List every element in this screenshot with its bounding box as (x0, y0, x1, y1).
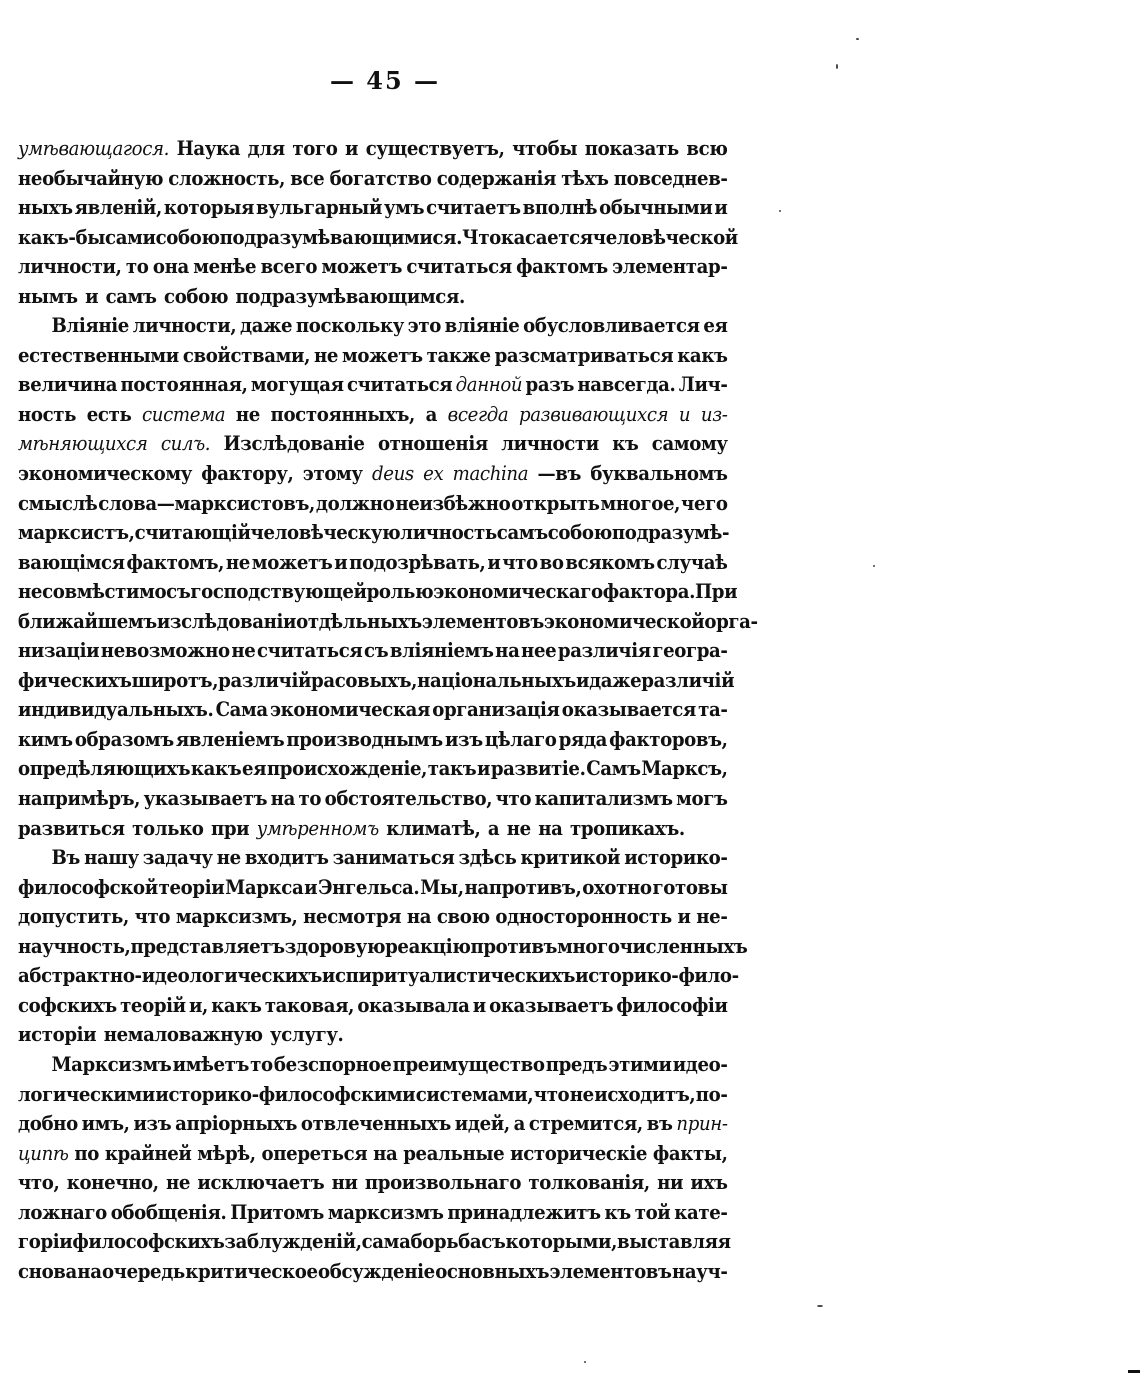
body-text (18, 134, 758, 1286)
text-line: ныхъ явленій, которыя вульгарный умъ считаетъ вполнѣ обычными и (18, 196, 728, 220)
scan-speck (817, 1305, 823, 1307)
scan-speck (584, 1361, 586, 1363)
scan-speck (779, 210, 781, 212)
text-line: опредѣляющихъ какъ ея происхожденіе, такъ и развитіе. Самъ Марксъ, (18, 757, 728, 781)
text-line: ложнаго обобщенія. Притомъ марксизмъ принадлежитъ къ той кате- (18, 1200, 728, 1224)
text-line: софскихъ теорій и, какъ таковая, оказывала и оказываетъ философіи (18, 993, 728, 1017)
text-line: что, конечно, не исключаетъ ни произвольнаго толкованія, ни ихъ (18, 1171, 728, 1195)
text-line: ципѣ по крайней мѣрѣ, опереться на реальные историческіе факты, (18, 1141, 728, 1165)
text-line: экономическому фактору, этому deus ex machina —въ буквальномъ (18, 462, 728, 486)
text-line: развиться только при умѣренномъ климатѣ, а не на тропикахъ. (18, 816, 685, 840)
text-line: индивидуальныхъ. Сама экономическая организація оказывается та- (18, 698, 728, 722)
text-line: низаціи невозможно не считаться съ вліяніемъ на нее различія геогра- (18, 639, 728, 663)
text-line: вающімся фактомъ, не можетъ и подозрѣвать, и что во всякомъ случаѣ (18, 550, 728, 574)
text-line: научность, представляетъ здоровую реакцію противъ многочисленныхъ (18, 934, 748, 958)
text-line: кимъ образомъ явленіемъ производнымъ изъ цѣлаго ряда факторовъ, (18, 727, 728, 751)
text-line: допустить, что марксизмъ, несмотря на свою односторонность и не- (18, 905, 728, 929)
scan-speck (873, 565, 875, 567)
text-line: мѣняющихся силъ. Изслѣдованіе отношенія личности къ самому (18, 432, 728, 456)
text-line: горіи философскихъ заблужденій, сама борьба съ которыми, выставляя (18, 1230, 731, 1254)
text-line: фическихъ широтъ, различій расовыхъ, національныхъ и даже различій (18, 668, 735, 692)
page-number: — 45 — (329, 66, 441, 95)
text-line: Марксизмъ имѣетъ то безспорное преимущество предъ этими идео- (51, 1052, 728, 1076)
text-line: нымъ и самъ собою подразумѣвающимся. (18, 284, 465, 308)
text-line: добно имъ, изъ апріорныхъ отвлеченныхъ идей, а стремится, въ прин- (18, 1112, 728, 1136)
text-line: философской теоріи Маркса и Энгельса. Мы, напротивъ, охотно готовы (18, 875, 728, 899)
text-line: снова на очередь критическое обсужденіе основныхъ элементовъ науч- (18, 1259, 728, 1283)
text-line: Въ нашу задачу не входитъ заниматься здѣсь критикой историко- (51, 846, 728, 870)
text-line: умѣвающагося. Наука для того и существуетъ, чтобы показать всю (18, 137, 728, 160)
text-line: ность есть система не постоянныхъ, а всегда развивающихся и из- (18, 402, 728, 426)
text-line: какъ-бы сами собою подразумѣвающимися. Что касается человѣческой (18, 225, 738, 249)
text-line: логическими историко-философскими системами, что не исходитъ, по- (18, 1082, 728, 1106)
text-line: величина постоянная, могущая считаться данной разъ навсегда. Лич- (18, 373, 728, 397)
text-line: ближайшемъ изслѣдованіи отдѣльныхъ элементовъ экономической орга- (18, 609, 758, 633)
text-line: несовмѣстимо съ господствующей ролью экономическаго фактора. При (18, 580, 738, 604)
text-line: исторіи немаловажную услугу. (18, 1023, 344, 1047)
text-line: естественными свойствами, не можетъ также разсматриваться какъ (18, 343, 728, 367)
text-line: марксистъ, считающій человѣческую личность самъ собою подразумѣ- (18, 521, 730, 545)
text-line: необычайную сложность, все богатство содержанія тѣхъ повседнев- (18, 166, 728, 190)
text-line: абстрактно-идеологическихъ и спиритуалистическихъ историко-фило- (18, 964, 739, 988)
scan-speck (856, 38, 859, 40)
scan-speck (836, 64, 838, 69)
text-line: личности, то она менѣе всего можетъ считаться фактомъ элементар- (18, 255, 728, 279)
text-line: Вліяніе личности, даже поскольку это вліяніе обусловливается ея (51, 314, 728, 338)
text-line: напримѣръ, указываетъ на то обстоятельство, что капитализмъ могъ (18, 787, 728, 811)
scan-edge-mark (1128, 1370, 1140, 1373)
text-line: смыслѣ слова—марксистовъ, должно неизбѣжно открыть многое, чего (18, 491, 728, 515)
